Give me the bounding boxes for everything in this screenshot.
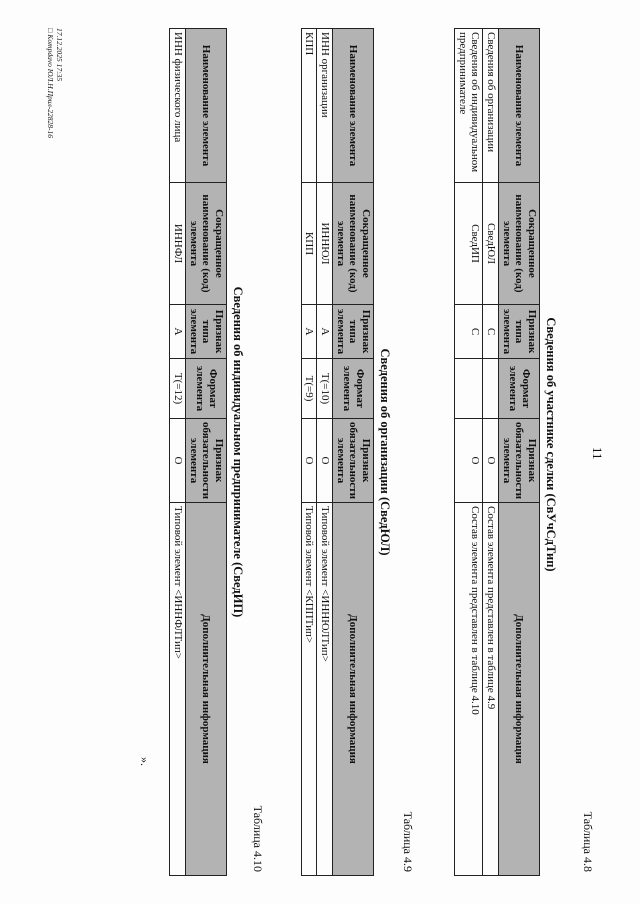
table-cell (483, 359, 499, 419)
column-header: Сокращенное наименование (код) элемента (186, 183, 227, 305)
rotated-page-content (20, 22, 620, 882)
table-cell: Состав элемента представлен в таблице 4.9 (483, 503, 499, 876)
table-cell: Типовой элемент <ИННФЛТип> (170, 503, 186, 876)
table-cell: Состав элемента представлен в таблице 4.10 (455, 503, 483, 876)
table-cell: СведИП (455, 183, 483, 305)
column-header: Признак типа элемента (186, 305, 227, 359)
table-cell: КПП (301, 29, 317, 183)
table-cell: T(=10) (317, 359, 333, 419)
data-table (169, 28, 227, 876)
table-cell: Сведения об организации (483, 29, 499, 183)
table-cell: С (483, 305, 499, 359)
table-cell: Типовой элемент <ИННЮЛТип> (317, 503, 333, 876)
footer-stamp (45, 28, 64, 138)
table-title: Сведения об организации (СведЮЛ) (378, 348, 392, 556)
table-caption: Таблица 4.9 (401, 811, 415, 872)
column-header: Дополнительная информация (333, 503, 374, 876)
table-cell: Типовой элемент <КППТип> (301, 503, 317, 876)
table-cell: С (455, 305, 483, 359)
column-header: Признак обязательности элемента (186, 419, 227, 503)
table-cell: О (301, 419, 317, 503)
table-row (170, 29, 186, 876)
table-cell: СведЮЛ (483, 183, 499, 305)
page-number: 11 (590, 447, 605, 460)
column-header: Сокращенное наименование (код) элемента (333, 183, 374, 305)
table-cell: ИНН физического лица (170, 29, 186, 183)
column-header: Формат элемента (333, 359, 374, 419)
table-cell: О (483, 419, 499, 503)
table-header-row (499, 29, 540, 876)
table-cell: ИННФЛ (170, 183, 186, 305)
column-header: Признак типа элемента (333, 305, 374, 359)
table-row (483, 29, 499, 876)
table-cell: А (317, 305, 333, 359)
table-title: Сведения об участнике сделки (СвУчСдТип) (544, 317, 558, 572)
column-header: Формат элемента (186, 359, 227, 419)
column-header: Признак обязательности элемента (333, 419, 374, 503)
table-cell: T(=12) (170, 359, 186, 419)
column-header: Признак обязательности элемента (499, 419, 540, 503)
table-cell: О (317, 419, 333, 503)
column-header: Дополнительная информация (186, 503, 227, 876)
table-cell: КПП (301, 183, 317, 305)
table-cell: О (170, 419, 186, 503)
table-cell: ИННЮЛ (317, 183, 333, 305)
table-cell: О (455, 419, 483, 503)
table-cell: А (301, 305, 317, 359)
column-header: Наименование элемента (186, 29, 227, 183)
table-title: Сведения об индивидуальном предпринимателе (СведИП) (231, 286, 245, 618)
data-table (301, 28, 374, 876)
column-header: Сокращенное наименование (код) элемента (499, 183, 540, 305)
footer-doc-id: □ Kompdavo ЮЛ.Н.Прил-22828-16 (45, 28, 55, 139)
table-row (301, 29, 317, 876)
column-header: Признак типа элемента (499, 305, 540, 359)
column-header: Наименование элемента (499, 29, 540, 183)
column-header: Формат элемента (499, 359, 540, 419)
table-caption: Таблица 4.10 (251, 805, 265, 872)
table-cell (455, 359, 483, 419)
table-caption: Таблица 4.8 (581, 811, 595, 872)
table-cell: Сведения об индивидуальном предпринимателе (455, 29, 483, 183)
table-cell: А (170, 305, 186, 359)
column-header: Наименование элемента (333, 29, 374, 183)
table-cell: ИНН организации (317, 29, 333, 183)
table-row (455, 29, 483, 876)
data-table (454, 28, 540, 876)
table-header-row (186, 29, 227, 876)
footer-date: 17.12.2025 17:35 (55, 28, 64, 82)
table-row (317, 29, 333, 876)
table-cell: T(=9) (301, 359, 317, 419)
closing-quote-mark: ». (138, 757, 152, 766)
table-header-row (333, 29, 374, 876)
column-header: Дополнительная информация (499, 503, 540, 876)
